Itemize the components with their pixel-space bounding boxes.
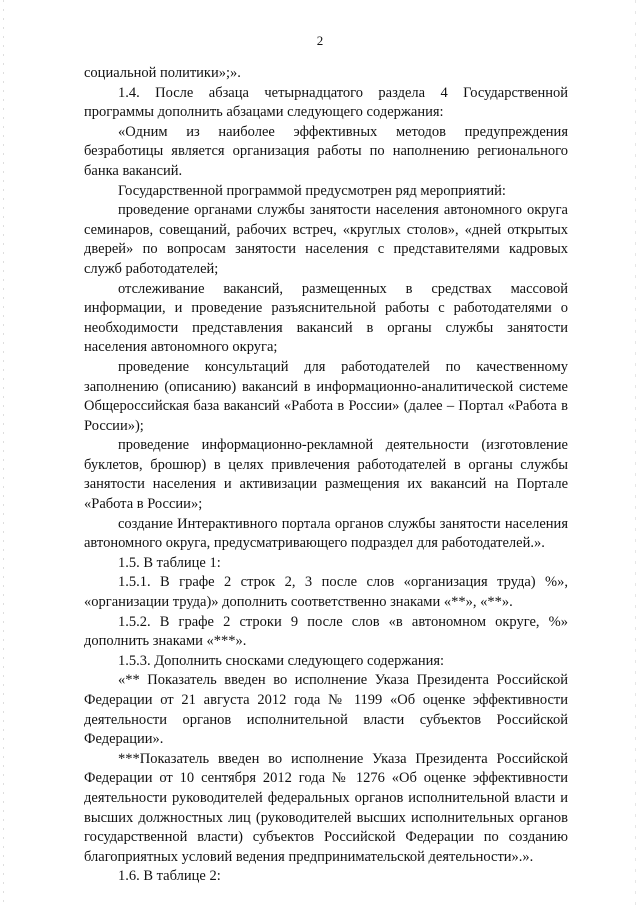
paragraph: создание Интерактивного портала органов службы занятости населения автономного округа, предусматривающего подраздел для работодателей.».: [84, 515, 568, 552]
paragraph: отслеживание вакансий, размещенных в средствах массовой информации, и проведение разъяснительной работы с работодателями о необходимости представления вакансий в органы службы занятости населения автономного округа;: [84, 280, 568, 356]
paragraph: 1.5. В таблице 1:: [118, 554, 221, 571]
paragraph: 1.5.1. В графе 2 строк 2, 3 после слов «организация труда) %», «организации труда)» дополнить соответственно знаками «**», «**».: [84, 574, 568, 611]
paragraph: 1.5.2. В графе 2 строки 9 после слов «в автономном округе, %» дополнить знаками «***».: [84, 613, 568, 650]
document-body: [84, 64, 568, 887]
paragraph: «** Показатель введен во исполнение Указа Президента Российской Федерации от 21 августа 2012 года № 1199 «Об оценке эффективности деятельности органов исполнительной власти субъектов Российской Федерации».: [84, 672, 568, 748]
paragraph: Государственной программой предусмотрен ряд мероприятий:: [118, 182, 506, 199]
page-number: 2: [316, 33, 324, 48]
paragraph: ***Показатель введен во исполнение Указа Президента Российской Федерации от 10 сентября 2012 года № 1276 «Об оценке эффективности деятельности руководителей федеральных органов исполнительной власти и высших должностных лиц (руководителей высших исполнительных органов государственной власти) субъектов Российской Федерации по созданию благоприятных условий ведения предпринимательской деятельности».».: [84, 750, 568, 865]
paragraph: «Одним из наиболее эффективных методов предупреждения безработицы является организация работы по наполнению регионального банка вакансий.: [84, 123, 568, 179]
paragraph: проведение информационно-рекламной деятельности (изготовление буклетов, брошюр) в целях привлечения работодателей в органы службы занятости населения и активизации размещения их вакансий на Портале «Работа в России»;: [84, 437, 568, 513]
paragraph: 1.6. В таблице 2:: [118, 868, 221, 885]
paragraph: проведение консультаций для работодателей по качественному заполнению (описанию) вакансий в информационно-аналитической системе Общероссийская база вакансий «Работа в России» (далее – Портал «Работа в России»);: [84, 358, 568, 434]
scan-edge-right: [635, 0, 636, 905]
paragraph: 1.5.3. Дополнить сносками следующего содержания:: [118, 652, 445, 669]
paragraph: социальной политики»;».: [84, 65, 241, 81]
scan-edge-left: [3, 0, 4, 905]
paragraph: 1.4. После абзаца четырнадцатого раздела 4 Государственной программы дополнить абзацами следующего содержания:: [84, 84, 568, 121]
paragraph: проведение органами службы занятости населения автономного округа семинаров, совещаний, рабочих встреч, «круглых столов», «дней открытых дверей» по вопросам занятости населения с представителями кадровых служб работодателей;: [84, 202, 568, 277]
